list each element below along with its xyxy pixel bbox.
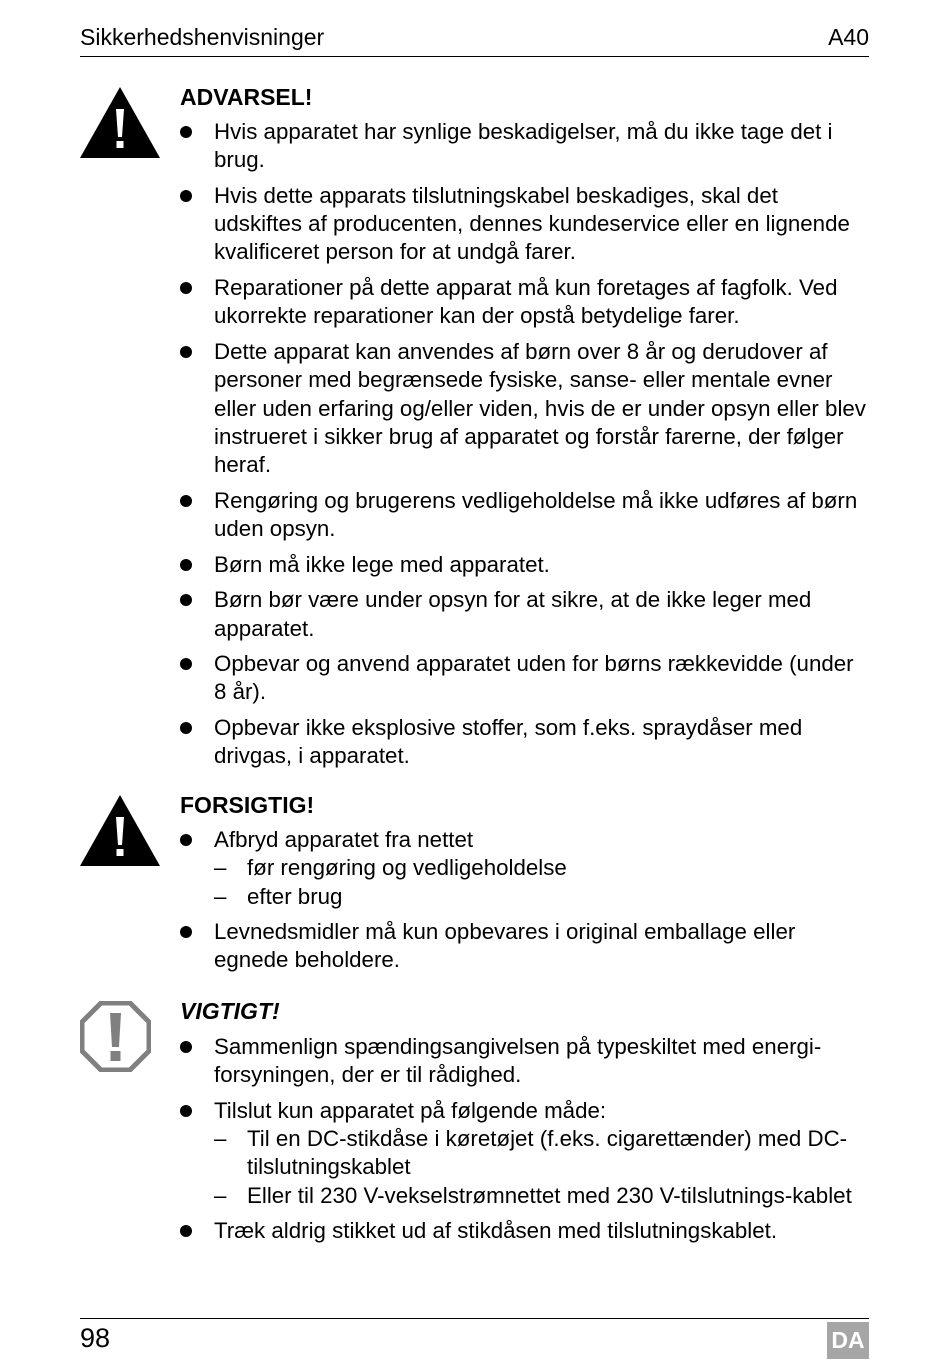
language-badge: DA xyxy=(827,1322,869,1359)
bullet-icon xyxy=(180,926,192,938)
item-list xyxy=(180,1033,870,1253)
bullet-icon xyxy=(180,126,192,138)
list-item: Rengøring og brugerens vedligeholdelse må ikke udføres af børn uden opsyn. xyxy=(180,487,870,544)
list-item: Levnedsmidler må kun opbevares i original emballage eller egnede beholdere. xyxy=(180,918,870,975)
warning-triangle-icon xyxy=(80,795,160,866)
item-list xyxy=(180,826,870,982)
list-item: Opbevar og anvend apparatet uden for børns rækkevidde (under 8 år). xyxy=(180,650,870,707)
header-model: A40 xyxy=(828,24,869,50)
bullet-icon xyxy=(180,1105,192,1117)
page-number: 98 xyxy=(80,1323,111,1353)
sub-item: – Eller til 230 V-vekselstrømnettet med 230 V-tilslutnings-kablet xyxy=(214,1182,852,1208)
bullet-icon xyxy=(180,834,192,846)
sub-item: – Til en DC-stikdåse i køretøjet (f.eks. cigarettænder) med DC-tilslutningskablet xyxy=(214,1126,848,1180)
bullet-icon xyxy=(180,282,192,294)
bullet-icon xyxy=(180,658,192,670)
bullet-icon xyxy=(180,559,192,571)
bullet-icon xyxy=(180,722,192,734)
list-item: Tilslut kun apparatet på følgende måde: – Til en DC-stikdåse i køretøjet (f.eks. cigarettænder) med DC-tilslutningskablet – Eller til 230 V-vekselstrømnettet med 230 V-tilslutnings-kablet xyxy=(180,1097,870,1210)
section-title: VIGTIGT! xyxy=(180,998,280,1024)
list-item: Hvis apparatet har synlige beskadigelser, må du ikke tage det i brug. xyxy=(180,118,870,175)
header-title: Sikkerhedshenvisninger xyxy=(80,24,325,50)
list-item: Børn bør være under opsyn for at sikre, at de ikke leger med apparatet. xyxy=(180,586,870,643)
list-item: Sammenlign spændingsangivelsen på typeskiltet med energi-forsyningen, der er til rådighed. xyxy=(180,1033,870,1090)
list-item: Hvis dette apparats tilslutningskabel beskadiges, skal det udskiftes af producenten, dennes kundeservice eller en lignende kvalificeret person for at undgå farer. xyxy=(180,182,870,267)
warning-triangle-icon xyxy=(80,87,160,158)
list-item: Reparationer på dette apparat må kun foretages af fagfolk. Ved ukorrekte reparationer kan der opstå betydelige farer. xyxy=(180,274,870,331)
bullet-icon xyxy=(180,495,192,507)
list-item: Børn må ikke lege med apparatet. xyxy=(180,551,870,579)
bullet-icon xyxy=(180,1041,192,1053)
sub-item: – efter brug xyxy=(214,883,343,909)
bullet-icon xyxy=(180,1225,192,1237)
item-list xyxy=(180,118,870,778)
page-header xyxy=(80,22,869,57)
sub-item: – før rengøring og vedligeholdelse xyxy=(214,855,567,881)
bullet-icon xyxy=(180,346,192,358)
section-title: ADVARSEL! xyxy=(180,84,313,110)
list-item: Afbryd apparatet fra nettet – før rengøring og vedligeholdelse – efter brug xyxy=(180,826,870,911)
page-footer xyxy=(80,1318,869,1353)
section-title: FORSIGTIG! xyxy=(180,792,315,818)
bullet-icon xyxy=(180,594,192,606)
list-item: Træk aldrig stikket ud af stikdåsen med tilslutningskablet. xyxy=(180,1217,870,1245)
list-item: Dette apparat kan anvendes af børn over 8 år og derudover af personer med begrænsede fysiske, sanse- eller mentale evner eller uden erfaring og/eller viden, hvis de er under opsyn eller blev instrueret i sikker brug af apparatet og forstår farerne, der følger heraf. xyxy=(180,338,870,479)
bullet-icon xyxy=(180,190,192,202)
notice-octagon-icon xyxy=(80,1001,151,1072)
list-item: Opbevar ikke eksplosive stoffer, som f.eks. spraydåser med drivgas, i apparatet. xyxy=(180,714,870,771)
